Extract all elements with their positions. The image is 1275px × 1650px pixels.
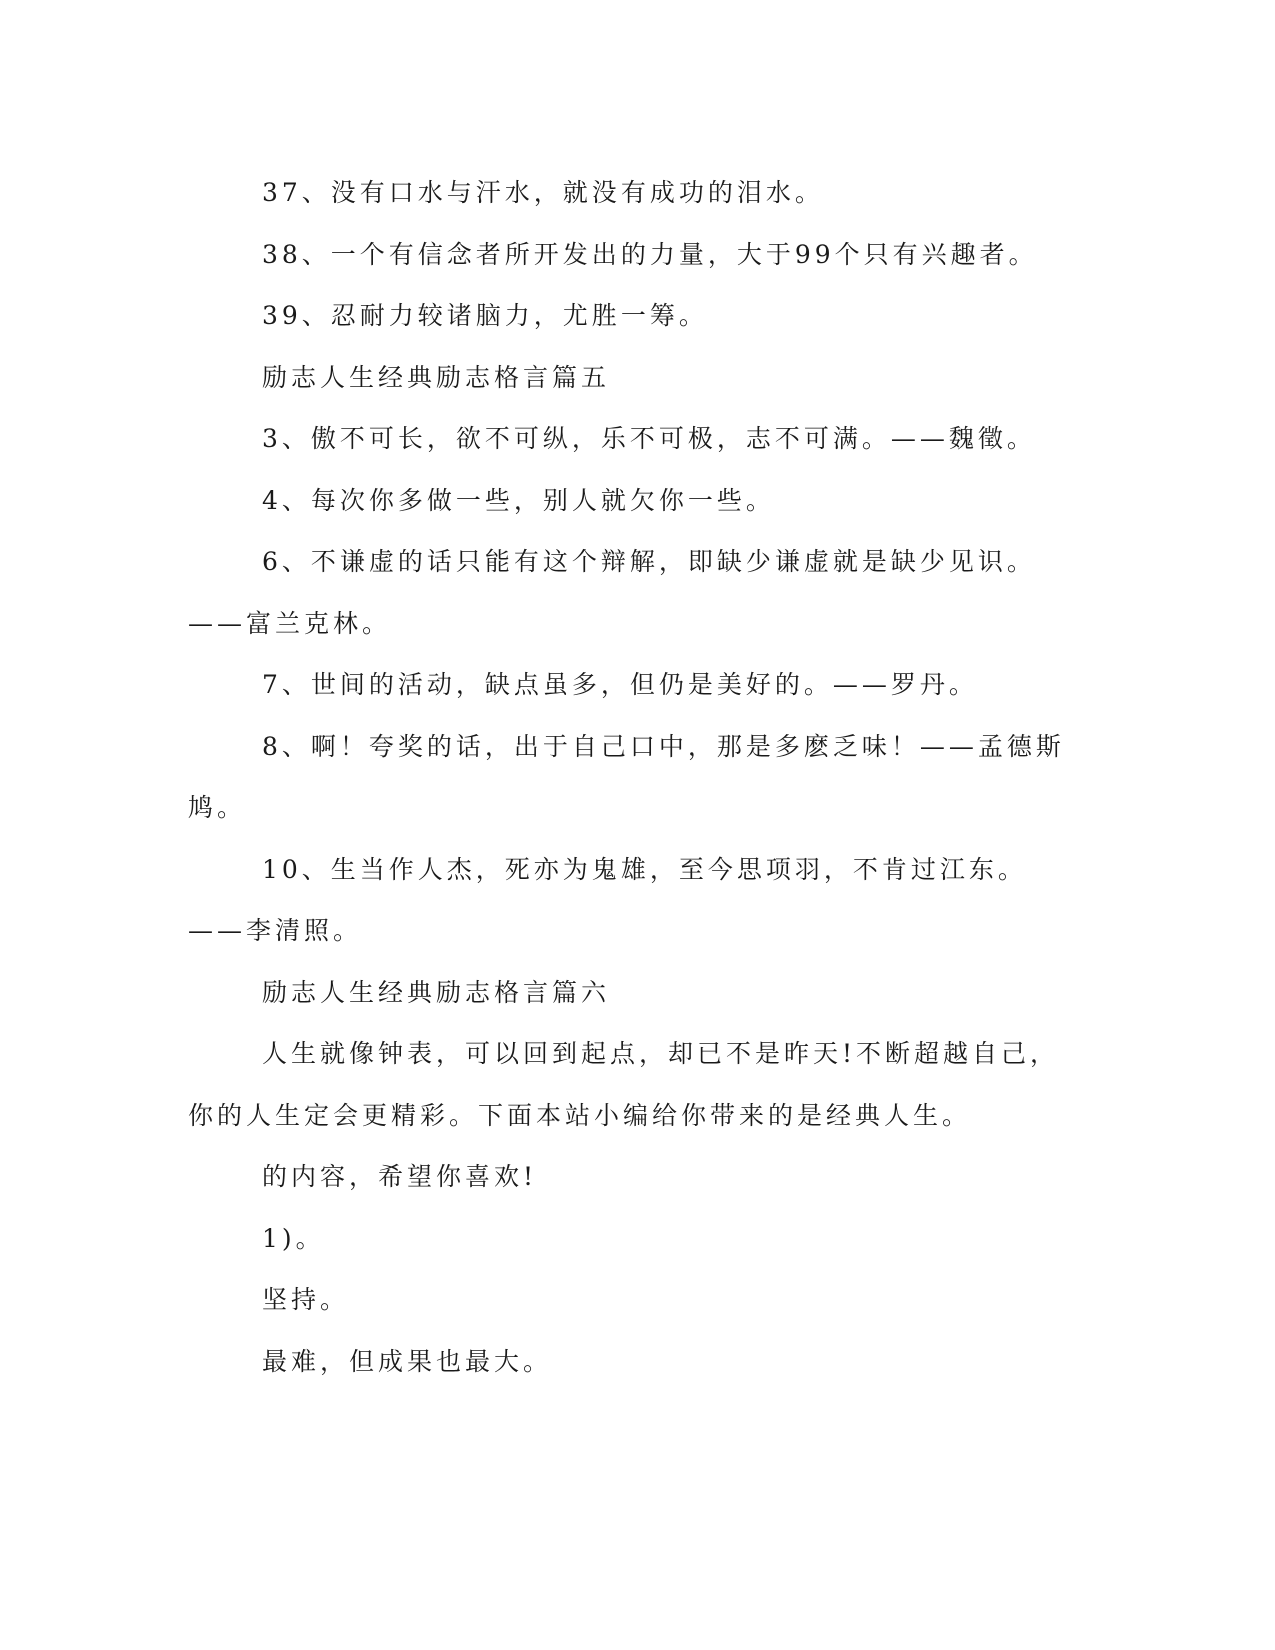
paragraph-quote-7: 7、世间的活动，缺点虽多，但仍是美好的。——罗丹。 <box>262 670 978 699</box>
paragraph-intro-continued: 的内容，希望你喜欢! <box>262 1162 538 1191</box>
paragraph-quote-3: 3、傲不可长，欲不可纵，乐不可极，志不可满。——魏徵。 <box>262 424 1036 453</box>
paragraph-item-1: 1)。 <box>262 1223 325 1253</box>
paragraph-quote-8: 8、啊！夸奖的话，出于自己口中，那是多麽乏味！——孟德斯鸠。 <box>188 731 1065 822</box>
document-body <box>188 162 1068 1392</box>
paragraph-intro: 人生就像钟表，可以回到起点，却已不是昨天!不断超越自己，你的人生定会更精彩。下面本站小编给你带来的是经典人生。 <box>188 1039 1060 1130</box>
paragraph-hardest: 最难，但成果也最大。 <box>262 1346 553 1376</box>
section-heading-six: 励志人生经典励志格言篇六 <box>262 977 611 1007</box>
section-heading-five: 励志人生经典励志格言篇五 <box>262 362 611 392</box>
paragraph-quote-6: 6、不谦虚的话只能有这个辩解，即缺少谦虚就是缺少见识。——富兰克林。 <box>188 547 1036 638</box>
paragraph-quote-38: 38、一个有信念者所开发出的力量，大于99个只有兴趣者。 <box>262 239 1038 269</box>
paragraph-quote-10: 10、生当作人杰，死亦为鬼雄，至今思项羽，不肯过江东。——李清照。 <box>188 854 1027 945</box>
paragraph-quote-4: 4、每次你多做一些，别人就欠你一些。 <box>262 485 775 515</box>
paragraph-persist: 坚持。 <box>262 1285 350 1314</box>
paragraph-quote-37: 37、没有口水与汗水，就没有成功的泪水。 <box>262 178 824 207</box>
paragraph-quote-39: 39、忍耐力较诸脑力，尤胜一筹。 <box>262 301 708 330</box>
